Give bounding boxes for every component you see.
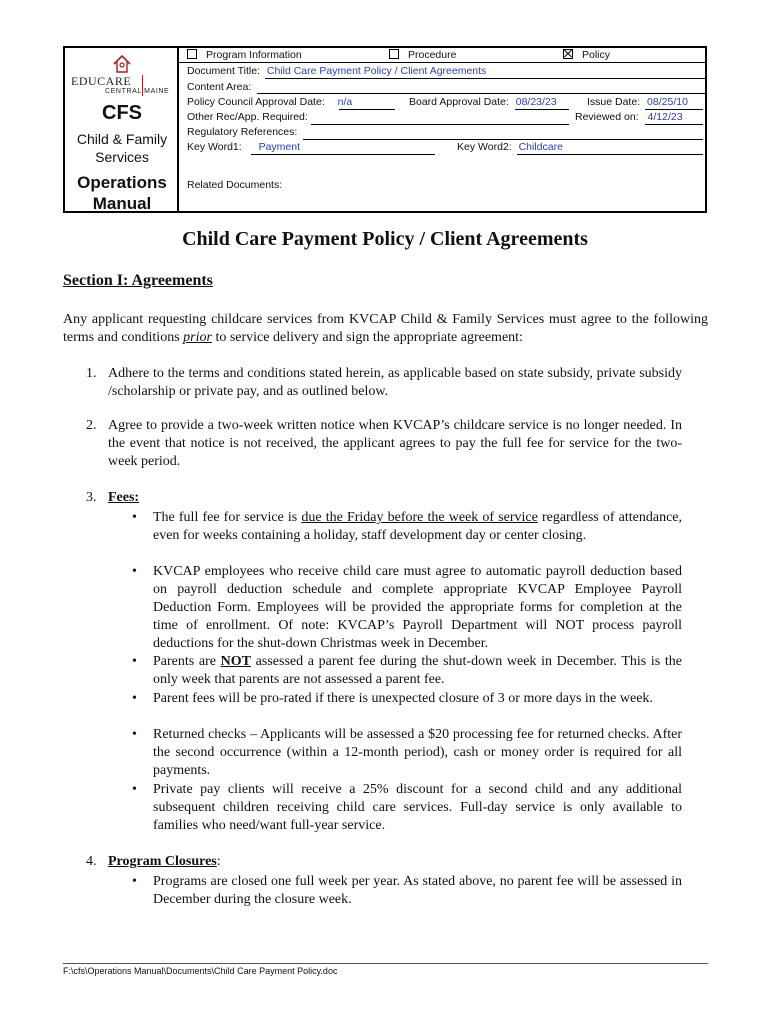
fees-bullet-5: Returned checks – Applicants will be assessed a $20 processing fee for returned checks. After the second occurrence (within a 12-month period), cash or money order is required for all payments.	[153, 727, 682, 778]
other-rec-row: Other Rec/App. Required:	[187, 111, 308, 123]
bullet: •	[132, 691, 137, 706]
fees-bullet-3: Parents are NOT assessed a parent fee during the shut-down week in December. This is the only week that parents are not assessed a parent fee.	[153, 654, 682, 687]
fees-bullet-2: KVCAP employees who receive child care must agree to automatic payroll deduction based on payroll deduction schedule and complete appropriate KVCAP Employee Payroll Deduction Form. Employees will be provided the appropriate forms for completion at the time of enrollment. Of note: KVCAP’s Payroll Department will NOT process payroll deductions for the shut-down Christmas week in December.	[153, 564, 682, 651]
document-title-row: Document Title: Child Care Payment Policy / Client Agreements	[187, 65, 487, 77]
fees-bullet-4: Parent fees will be pro-rated if there is unexpected closure of 3 or more days in the week.	[153, 691, 653, 706]
dept-name: Child & Family Services	[76, 131, 168, 165]
fees-bullet-1: The full fee for service is due the Friday before the week of service regardless of attendance, even for weeks containing a holiday, staff development day or center closing.	[153, 510, 682, 543]
bullet: •	[132, 510, 137, 525]
org-subname: CENTRAL MAINE	[105, 88, 170, 95]
dept-abbreviation: CFS	[102, 102, 142, 124]
bullet: •	[132, 727, 137, 742]
item-number: 2.	[86, 418, 97, 433]
footer-rule	[63, 963, 708, 964]
doctype-procedure[interactable]: Procedure	[389, 49, 456, 61]
intro-paragraph: Any applicant requesting childcare services from KVCAP Child & Family Services must agree to the following terms and conditions prior to service delivery and sign the appropriate agreement:	[63, 312, 708, 345]
org-name: EDUCARE	[71, 74, 132, 88]
policy-council-value[interactable]: n/a	[337, 96, 353, 108]
item-1-text: Adhere to the terms and conditions stated herein, as applicable based on state subsidy, private subsidy /scholarship or private pay, and as outlined below.	[108, 366, 682, 399]
checkbox-policy-checked[interactable]	[563, 49, 573, 59]
issue-date-row: Issue Date: 08/25/10	[587, 96, 688, 108]
document-header-box	[63, 46, 707, 213]
content-area-row: Content Area:	[187, 81, 252, 93]
closures-heading: Program Closures:	[108, 854, 221, 869]
bullet: •	[132, 654, 137, 669]
manual-name: Operations Manual	[77, 173, 167, 213]
item-number: 3.	[86, 490, 97, 505]
fees-heading: Fees:	[108, 490, 140, 505]
item-number: 4.	[86, 854, 97, 869]
reviewed-value[interactable]: 4/12/23	[647, 111, 683, 123]
house-logo-icon	[113, 54, 131, 74]
closures-bullet-1: Programs are closed one full week per year. As stated above, no parent fee will be assessed in December during the closure week.	[153, 874, 682, 907]
keyword1-value[interactable]: Payment	[258, 141, 301, 153]
document-title-value[interactable]: Child Care Payment Policy / Client Agreements	[266, 65, 487, 77]
keyword2-row: Key Word2: Childcare	[457, 141, 563, 153]
bullet: •	[132, 782, 137, 797]
reviewed-row: Reviewed on: 4/12/23	[575, 111, 683, 123]
doctype-policy[interactable]: Policy	[563, 49, 610, 61]
doctype-program-information[interactable]: Program Information	[187, 49, 302, 61]
board-approval-row: Board Approval Date: 08/23/23	[409, 96, 557, 108]
page-title: Child Care Payment Policy / Client Agreements	[182, 228, 588, 250]
org-panel	[65, 48, 179, 211]
item-2-text: Agree to provide a two-week written notice when KVCAP’s childcare service is no longer needed. In the event that notice is not received, the applicant agrees to pay the full fee for service for the two-week period.	[108, 418, 682, 469]
keyword1-row: Key Word1: Payment	[187, 141, 301, 153]
regulatory-row: Regulatory References:	[187, 126, 298, 138]
bullet: •	[132, 874, 137, 889]
related-documents-row: Related Documents:	[187, 179, 283, 191]
bullet: •	[132, 564, 137, 579]
divider	[179, 62, 705, 63]
fees-bullet-6: Private pay clients will receive a 25% discount for a second child and any additional subsequent children receiving child care services. Full-day service is only available to families who need/want full-year service.	[153, 782, 682, 833]
section-heading: Section I: Agreements	[63, 272, 213, 289]
checkbox-procedure[interactable]	[389, 49, 399, 59]
keyword2-value[interactable]: Childcare	[518, 141, 563, 153]
issue-date-value[interactable]: 08/25/10	[647, 96, 688, 108]
item-number: 1.	[86, 366, 97, 381]
policy-council-row: Policy Council Approval Date: n/a	[187, 96, 353, 108]
checkbox-program-information[interactable]	[187, 49, 197, 59]
document-meta	[179, 48, 705, 211]
board-approval-value[interactable]: 08/23/23	[515, 96, 557, 108]
footer-file-path: F:\cfs\Operations Manual\Documents\Child Care Payment Policy.doc	[63, 966, 338, 976]
